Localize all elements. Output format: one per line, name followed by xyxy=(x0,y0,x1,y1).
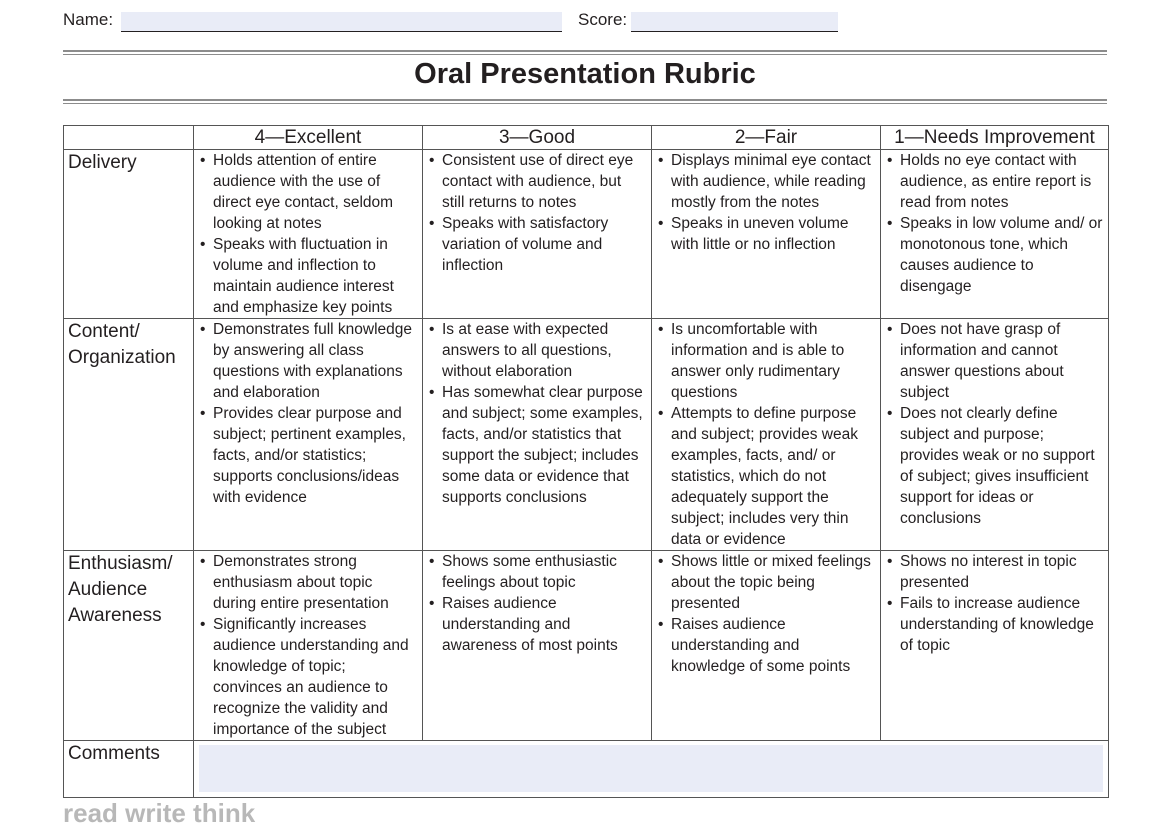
rubric-cell xyxy=(881,319,1109,551)
rubric-table xyxy=(63,125,1109,798)
rubric-cell xyxy=(423,150,652,319)
column-header-good: 3—Good xyxy=(423,126,652,150)
rubric-bullet: • Raises audience understanding and awareness of most points xyxy=(423,593,651,656)
row-header-delivery: Delivery xyxy=(64,150,194,319)
rubric-bullet: • Is at ease with expected answers to all questions, without elaboration xyxy=(423,319,651,382)
name-label: Name: xyxy=(63,10,114,29)
criterion-column-header xyxy=(64,126,194,150)
rubric-bullet: • Has somewhat clear purpose and subject; some examples, facts, and/or statistics that support the subject; includes some data or evidence that supports conclusions xyxy=(423,382,651,508)
score-label: Score: xyxy=(578,10,628,29)
rubric-bullet: • Shows no interest in topic presented xyxy=(881,551,1108,593)
rubric-bullet: • Speaks with satisfactory variation of volume and inflection xyxy=(423,213,651,276)
rubric-cell xyxy=(194,551,423,741)
rubric-row-delivery xyxy=(64,150,1109,319)
comments-field[interactable] xyxy=(199,745,1103,792)
rubric-bullet: • Demonstrates strong enthusiasm about topic during entire presentation xyxy=(194,551,422,614)
rubric-bullet: • Raises audience understanding and knowledge of some points xyxy=(652,614,880,677)
comments-label: Comments xyxy=(64,741,194,798)
column-header-excellent: 4—Excellent xyxy=(194,126,423,150)
rubric-cell xyxy=(652,150,881,319)
rubric-bullet: • Provides clear purpose and subject; pertinent examples, facts, and/or statistics; supports conclusions/ideas with evidence xyxy=(194,403,422,508)
name-field[interactable] xyxy=(121,12,562,32)
rubric-bullet: • Shows little or mixed feelings about the topic being presented xyxy=(652,551,880,614)
title-rule-bottom xyxy=(63,99,1107,101)
rubric-bullet: • Significantly increases audience understanding and knowledge of topic; convinces an audience to recognize the validity and importance of the subject xyxy=(194,614,422,740)
rubric-cell xyxy=(423,551,652,741)
rubric-bullet: • Speaks in uneven volume with little or no inflection xyxy=(652,213,880,255)
rubric-cell xyxy=(423,319,652,551)
title-rule-top xyxy=(63,50,1107,52)
rubric-bullet: • Does not clearly define subject and purpose; provides weak or no support of subject; gives insufficient support for ideas or conclusions xyxy=(881,403,1108,529)
column-header-fair: 2—Fair xyxy=(652,126,881,150)
rubric-row-comments xyxy=(64,741,1109,798)
rubric-bullet: • Does not have grasp of information and cannot answer questions about subject xyxy=(881,319,1108,403)
footer-logo-text: read write think xyxy=(63,798,256,828)
rubric-bullet: • Holds attention of entire audience with the use of direct eye contact, seldom looking at notes xyxy=(194,150,422,234)
title-rule-top-thin xyxy=(63,54,1107,55)
rubric-cell xyxy=(194,150,423,319)
row-header-enthusiasm-audience-awareness: Enthusiasm/ Audience Awareness xyxy=(64,551,194,741)
row-header-content-organization: Content/ Organization xyxy=(64,319,194,551)
title-rule-bottom-thin xyxy=(63,103,1107,104)
rubric-bullet: • Consistent use of direct eye contact with audience, but still returns to notes xyxy=(423,150,651,213)
rubric-cell xyxy=(881,150,1109,319)
score-field[interactable] xyxy=(631,12,838,32)
comments-cell xyxy=(194,741,1109,798)
rubric-row-enthusiasm xyxy=(64,551,1109,741)
rubric-cell xyxy=(194,319,423,551)
page-title: Oral Presentation Rubric xyxy=(414,58,756,90)
rubric-bullet: • Fails to increase audience understanding of knowledge of topic xyxy=(881,593,1108,656)
rubric-bullet: • Is uncomfortable with information and is able to answer only rudimentary questions xyxy=(652,319,880,403)
rubric-bullet: • Speaks with fluctuation in volume and inflection to maintain audience interest and emphasize key points xyxy=(194,234,422,318)
rubric-bullet: • Attempts to define purpose and subject; provides weak examples, facts, and/ or statistics, which do not adequately support the subject; includes very thin data or evidence xyxy=(652,403,880,550)
rubric-cell xyxy=(881,551,1109,741)
rubric-bullet: • Holds no eye contact with audience, as entire report is read from notes xyxy=(881,150,1108,213)
rubric-bullet: • Speaks in low volume and/ or monotonous tone, which causes audience to disengage xyxy=(881,213,1108,297)
rubric-bullet: • Shows some enthusiastic feelings about topic xyxy=(423,551,651,593)
rubric-bullet: • Demonstrates full knowledge by answering all class questions with explanations and elaboration xyxy=(194,319,422,403)
rubric-header-row xyxy=(64,126,1109,150)
rubric-cell xyxy=(652,319,881,551)
rubric-row-content-organization xyxy=(64,319,1109,551)
rubric-bullet: • Displays minimal eye contact with audience, while reading mostly from the notes xyxy=(652,150,880,213)
rubric-cell xyxy=(652,551,881,741)
column-header-needs-improvement: 1—Needs Improvement xyxy=(881,126,1109,150)
